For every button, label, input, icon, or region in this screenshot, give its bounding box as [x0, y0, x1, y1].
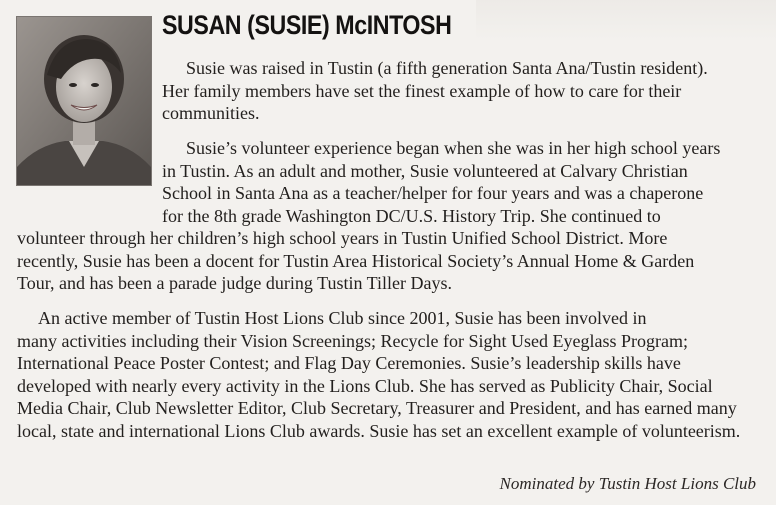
nomination-credit: Nominated by Tustin Host Lions Club	[499, 474, 756, 493]
paragraph-2-line-6: recently, Susie has been a docent for Tustin Area Historical Society’s Annual Home & Garden	[17, 251, 695, 271]
paragraph-3-line-5: Media Chair, Club Newsletter Editor, Club Secretary, Treasurer and President, and has earned many	[17, 398, 737, 418]
paragraph-3-line-1: An active member of Tustin Host Lions Club since 2001, Susie has been involved in	[38, 308, 647, 328]
paragraph-1-line-3: communities.	[162, 103, 260, 123]
paragraph-3-line-4: developed with nearly every activity in the Lions Club. She has served as Publicity Chair, Social	[17, 376, 713, 396]
paragraph-2-line-5: volunteer through her children’s high school years in Tustin Unified School District. More	[17, 228, 668, 248]
article-title: SUSAN (SUSIE) McINTOSH	[162, 10, 452, 40]
paragraph-1-line-1: Susie was raised in Tustin (a fifth generation Santa Ana/Tustin resident).	[186, 58, 708, 78]
paragraph-3-line-3: International Peace Poster Contest; and Flag Day Ceremonies. Susie’s leadership skills have	[17, 353, 681, 373]
paragraph-2-line-1: Susie’s volunteer experience began when she was in her high school years	[186, 138, 721, 158]
paragraph-1-line-2: Her family members have set the finest example of how to care for their	[162, 81, 682, 101]
paragraph-2-line-4: for the 8th grade Washington DC/U.S. History Trip. She continued to	[162, 206, 661, 226]
paragraph-2-line-2: in Tustin. As an adult and mother, Susie volunteered at Calvary Christian	[162, 161, 688, 181]
paragraph-3-line-2: many activities including their Vision Screenings; Recycle for Sight Used Eyeglass Program;	[17, 331, 688, 351]
paragraph-3-line-6: local, state and international Lions Club awards. Susie has set an excellent example of volunteerism.	[17, 421, 741, 441]
paragraph-2-line-3: School in Santa Ana as a teacher/helper for four years and was a chaperone	[162, 183, 704, 203]
paragraph-2-line-7: Tour, and has been a parade judge during Tustin Tiller Days.	[17, 273, 452, 293]
